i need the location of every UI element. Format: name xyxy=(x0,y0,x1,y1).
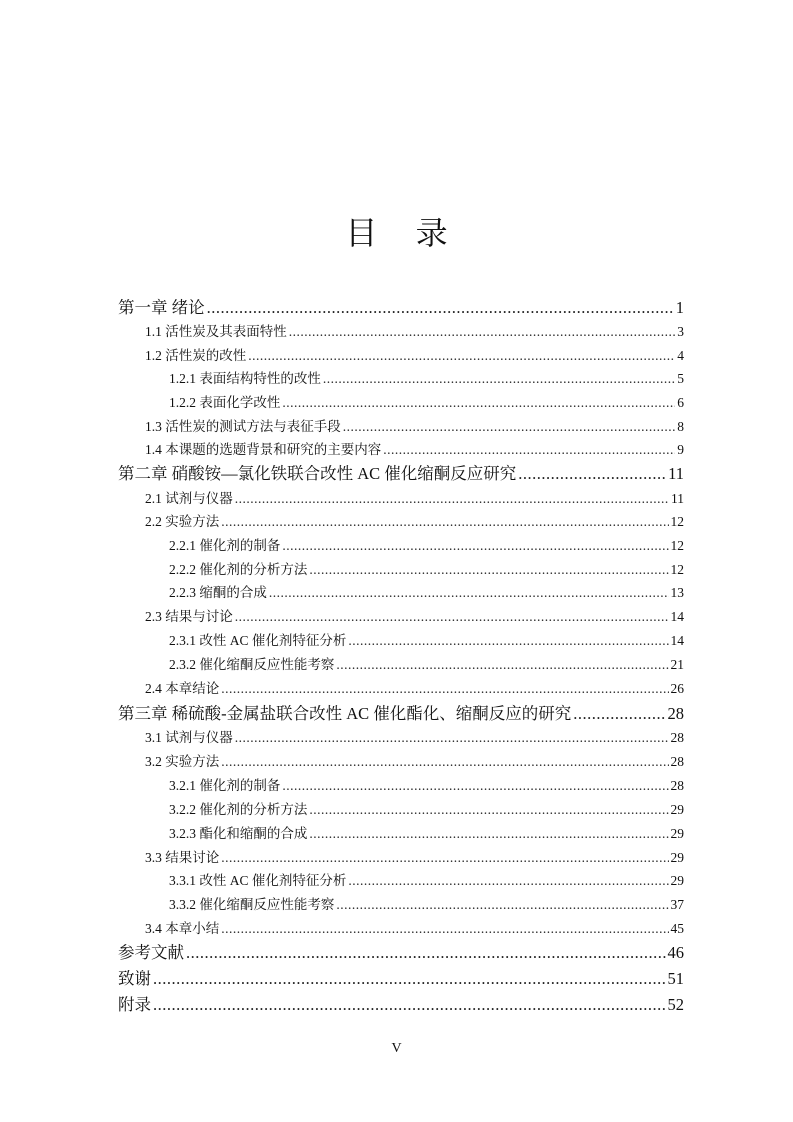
dot-leader xyxy=(309,802,668,818)
toc-entry-page: 9 xyxy=(677,442,684,457)
dot-leader xyxy=(221,754,668,770)
dot-leader xyxy=(343,419,676,435)
dot-leader xyxy=(221,514,668,530)
toc-entry-appendix[interactable] xyxy=(118,991,684,1013)
toc-entry-2-2-3[interactable] xyxy=(169,581,684,601)
toc-entry-page: 28 xyxy=(670,754,684,769)
toc-entry-page: 52 xyxy=(667,995,684,1014)
toc-entry-label: 3.1 试剂与仪器 xyxy=(145,730,233,745)
dot-leader xyxy=(309,562,668,578)
toc-entry-page: 8 xyxy=(677,419,684,434)
toc-entry-3-3-2[interactable] xyxy=(169,893,684,913)
toc-entry-3-4[interactable] xyxy=(145,917,684,937)
page-number-footer: V xyxy=(391,1041,402,1056)
dot-leader xyxy=(221,681,668,697)
toc-entry-label: 1.4 本课题的选题背景和研究的主要内容 xyxy=(145,442,382,457)
toc-entry-page: 37 xyxy=(670,897,684,912)
toc-entry-label: 2.3 结果与讨论 xyxy=(145,609,233,624)
toc-entry-label: 致谢 xyxy=(118,969,151,988)
toc-entry-label: 1.2 活性炭的改性 xyxy=(145,348,247,363)
toc-entry-label: 1.3 活性炭的测试方法与表征手段 xyxy=(145,419,341,434)
dot-leader xyxy=(153,995,666,1015)
toc-entry-label: 2.2.3 缩酮的合成 xyxy=(169,585,267,600)
toc-entry-2-4[interactable] xyxy=(145,677,684,697)
toc-entry-label: 3.2.1 催化剂的制备 xyxy=(169,778,281,793)
toc-entry-3-3[interactable] xyxy=(145,846,684,866)
toc-entry-2-3-2[interactable] xyxy=(169,653,684,673)
toc-title: 目 录 xyxy=(345,214,462,252)
dot-leader xyxy=(573,704,665,724)
toc-entry-label: 1.1 活性炭及其表面特性 xyxy=(145,324,287,339)
toc-entry-page: 3 xyxy=(677,324,684,339)
dot-leader xyxy=(221,921,668,937)
dot-leader xyxy=(348,633,668,649)
toc-entry-2-3[interactable] xyxy=(145,605,684,625)
dot-leader xyxy=(221,850,668,866)
dot-leader xyxy=(269,585,669,601)
toc-entry-page: 28 xyxy=(667,704,684,723)
toc-entry-label: 3.4 本章小结 xyxy=(145,921,220,936)
toc-entry-3-1[interactable] xyxy=(145,726,684,746)
toc-entry-page: 29 xyxy=(670,850,684,865)
toc-entry-2-3-1[interactable] xyxy=(169,629,684,649)
toc-entry-label: 3.3 结果讨论 xyxy=(145,850,220,865)
toc-entry-label: 2.2 实验方法 xyxy=(145,514,220,529)
toc-entry-page: 14 xyxy=(670,633,684,648)
toc-entry-page: 6 xyxy=(677,395,684,410)
toc-entry-page: 14 xyxy=(670,609,684,624)
toc-entry-page: 46 xyxy=(667,943,684,962)
dot-leader xyxy=(348,873,668,889)
toc-entry-2-2-1[interactable] xyxy=(169,534,684,554)
toc-entry-page: 29 xyxy=(670,873,684,888)
toc-entry-label: 3.2.2 催化剂的分析方法 xyxy=(169,802,308,817)
dot-leader xyxy=(309,826,668,842)
toc-entry-page: 11 xyxy=(671,491,684,506)
toc-entry-label: 2.1 试剂与仪器 xyxy=(145,491,233,506)
toc-entry-label: 1.2.2 表面化学改性 xyxy=(169,395,281,410)
toc-entry-page: 51 xyxy=(667,969,684,988)
toc-entry-label: 第一章 绪论 xyxy=(118,298,205,317)
toc-entry-label: 3.2 实验方法 xyxy=(145,754,220,769)
toc-entry-3-3-1[interactable] xyxy=(169,869,684,889)
toc-entry-page: 4 xyxy=(677,348,684,363)
toc-entry-page: 26 xyxy=(670,681,684,696)
dot-leader xyxy=(282,395,675,411)
toc-entry-3-2-1[interactable] xyxy=(169,774,684,794)
toc-entry-page: 21 xyxy=(670,657,684,672)
toc-entry-page: 5 xyxy=(677,371,684,386)
toc-entry-label: 1.2.1 表面结构特性的改性 xyxy=(169,371,321,386)
dot-leader xyxy=(282,778,668,794)
toc-entry-1-4[interactable] xyxy=(145,438,684,458)
toc-entry-3-2[interactable] xyxy=(145,750,684,770)
toc-entry-references[interactable] xyxy=(118,939,684,961)
toc-entry-label: 3.3.1 改性 AC 催化剂特征分析 xyxy=(169,873,347,888)
toc-entry-1-1[interactable] xyxy=(145,320,684,340)
toc-entry-1-2-2[interactable] xyxy=(169,391,684,411)
toc-entry-page: 29 xyxy=(670,802,684,817)
toc-entry-page: 45 xyxy=(670,921,684,936)
toc-entry-chapter-3[interactable] xyxy=(118,700,684,722)
dot-leader xyxy=(235,491,669,507)
dot-leader xyxy=(153,969,666,989)
toc-entry-2-2-2[interactable] xyxy=(169,558,684,578)
toc-entry-chapter-1[interactable] xyxy=(118,294,684,316)
dot-leader xyxy=(248,348,675,364)
toc-entry-page: 11 xyxy=(668,464,684,483)
toc-entry-label: 2.4 本章结论 xyxy=(145,681,220,696)
toc-entry-label: 第二章 硝酸铵—氯化铁联合改性 AC 催化缩酮反应研究 xyxy=(118,464,517,483)
toc-entry-3-2-3[interactable] xyxy=(169,822,684,842)
toc-entry-page: 28 xyxy=(670,778,684,793)
dot-leader xyxy=(518,464,666,484)
toc-entry-label: 2.2.1 催化剂的制备 xyxy=(169,538,281,553)
toc-entry-label: 2.3.1 改性 AC 催化剂特征分析 xyxy=(169,633,347,648)
toc-entry-1-2-1[interactable] xyxy=(169,367,684,387)
toc-entry-page: 12 xyxy=(670,562,684,577)
toc-entry-1-3[interactable] xyxy=(145,415,684,435)
toc-entry-3-2-2[interactable] xyxy=(169,798,684,818)
dot-leader xyxy=(289,324,676,340)
dot-leader xyxy=(235,730,669,746)
dot-leader xyxy=(336,897,668,913)
dot-leader xyxy=(383,442,675,458)
toc-entry-2-2[interactable] xyxy=(145,510,684,530)
toc-entry-label: 3.2.3 酯化和缩酮的合成 xyxy=(169,826,308,841)
toc-entry-2-1[interactable] xyxy=(145,487,684,507)
toc-entry-label: 2.3.2 催化缩酮反应性能考察 xyxy=(169,657,335,672)
toc-entry-page: 28 xyxy=(670,730,684,745)
toc-entry-label: 3.3.2 催化缩酮反应性能考察 xyxy=(169,897,335,912)
toc-entry-page: 1 xyxy=(675,298,684,317)
dot-leader xyxy=(282,538,668,554)
toc-entry-chapter-2[interactable] xyxy=(118,460,684,482)
toc-entry-label: 2.2.2 催化剂的分析方法 xyxy=(169,562,308,577)
toc-entry-label: 第三章 稀硫酸-金属盐联合改性 AC 催化酯化、缩酮反应的研究 xyxy=(118,704,572,723)
toc-entry-label: 参考文献 xyxy=(118,943,184,962)
toc-entry-page: 29 xyxy=(670,826,684,841)
toc-entry-page: 12 xyxy=(670,514,684,529)
toc-entry-label: 附录 xyxy=(118,995,151,1014)
toc-entry-acknowledgements[interactable] xyxy=(118,965,684,987)
toc-entry-page: 12 xyxy=(670,538,684,553)
dot-leader xyxy=(235,609,669,625)
dot-leader xyxy=(336,657,668,673)
toc-entry-1-2[interactable] xyxy=(145,344,684,364)
toc-entry-page: 13 xyxy=(670,585,684,600)
dot-leader xyxy=(323,371,675,387)
dot-leader xyxy=(207,298,674,318)
dot-leader xyxy=(186,943,666,963)
